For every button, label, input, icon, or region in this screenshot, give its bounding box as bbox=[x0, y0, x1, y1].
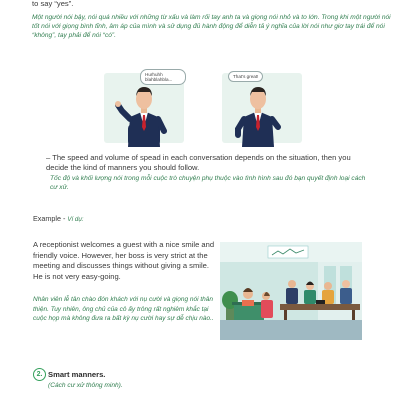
example-vi: Nhân viên lễ tân chào đón khách với nụ cười và giọng nói thân thiện. Tuy nhiên, ông chủ của cô ấy trông rất nghiêm khắc tại cuộc họp mà không đưa ra bất kỳ nụ cười hay sự dễ chịu nào.. bbox=[33, 296, 214, 323]
left-speech-bubble: Hurhuhh blahblahbla... bbox=[140, 69, 186, 85]
section-title-vi: (Cách cư xử thông minh). bbox=[48, 382, 123, 389]
right-speech-bubble: That's great! bbox=[228, 71, 263, 82]
intro-vi: Một người nói bậy, nói quá nhiều với những từ xấu và làm rối tay anh ta và giọng nói nhỏ và to lớn. Trong khi một người nói tốt nói với giọng bình tĩnh, âm áp của mình và sử dụng đủ hành động để diễn tả ý nghĩa của lời nói như giơ tay trái để nói “không”, tay phải để nói “có”. bbox=[32, 14, 391, 40]
bullet-vi: Tốc độ và khối lượng nói trong mỗi cuộc trò chuyện phụ thuộc vào tình hình sau đó bạn quyết định loại cách cư xử. bbox=[50, 175, 366, 192]
example-en: A receptionist welcomes a guest with a nice smile and friendly voice. However, her boss is very strict at the meeting and discusses things without giving a smile. He is not very easy-going. bbox=[33, 240, 215, 281]
example-label-vi: Ví dụ: bbox=[67, 216, 84, 223]
example-label bbox=[33, 214, 84, 224]
bullet-en: – The speed and volume of spead in each conversation depends on the situation, then you decide the kind of manners you should follow. bbox=[46, 153, 351, 172]
section-number-badge: 2. bbox=[33, 368, 46, 381]
section-title: Smart manners. bbox=[48, 370, 106, 379]
intro-en-tail: to say “yes”. bbox=[32, 0, 74, 8]
office-meeting-illustration bbox=[220, 242, 362, 340]
example-label-en: Example - bbox=[33, 214, 68, 223]
